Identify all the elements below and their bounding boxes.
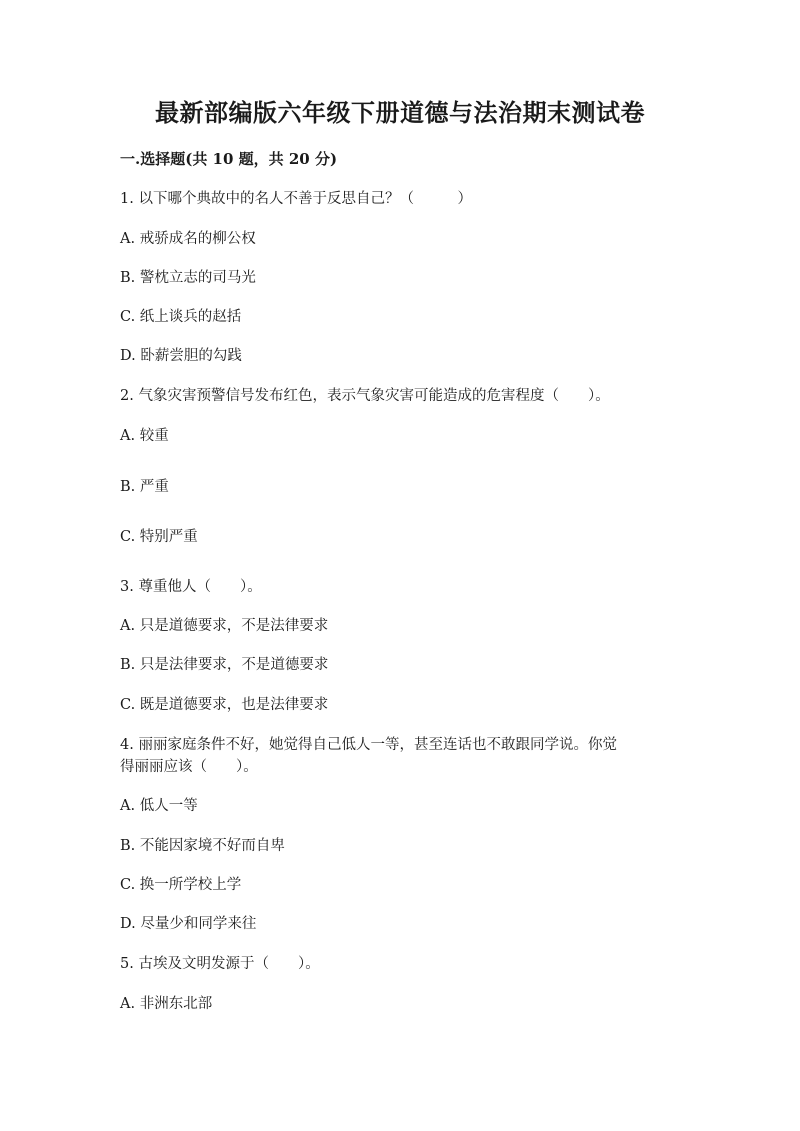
section-heading: 一.选择题(共 10 题，共 20 分): [120, 150, 338, 168]
question-1-stem: 1. 以下哪个典故中的名人不善于反思自己？（ ）: [120, 191, 472, 207]
question-2-option-c: C. 特别严重: [120, 529, 198, 545]
question-4-stem-line-1: 4. 丽丽家庭条件不好，她觉得自己低人一等，甚至连话也不敢跟同学说。你觉: [120, 737, 617, 753]
question-2-option-a: A. 较重: [120, 428, 169, 444]
question-1-option-a: A. 戒骄成名的柳公权: [120, 231, 256, 247]
question-4-option-d: D. 尽量少和同学来往: [120, 916, 257, 932]
question-3-option-a: A. 只是道德要求，不是法律要求: [120, 618, 329, 634]
question-3-option-c: C. 既是道德要求，也是法律要求: [120, 697, 329, 713]
question-1-option-d: D. 卧薪尝胆的勾践: [120, 348, 242, 364]
page-title: 最新部编版六年级下册道德与法治期末测试卷: [155, 98, 645, 127]
question-1-option-b: B. 警枕立志的司马光: [120, 270, 256, 286]
question-2-option-b: B. 严重: [120, 479, 169, 495]
question-3-stem: 3. 尊重他人（ ）。: [120, 579, 262, 595]
question-2-stem: 2. 气象灾害预警信号发布红色，表示气象灾害可能造成的危害程度（ ）。: [120, 388, 610, 404]
question-5-stem: 5. 古埃及文明发源于（ ）。: [120, 956, 320, 972]
question-5-option-a: A. 非洲东北部: [120, 996, 213, 1012]
question-4-option-a: A. 低人一等: [120, 798, 198, 814]
question-1-option-c: C. 纸上谈兵的赵括: [120, 309, 242, 325]
question-4-option-c: C. 换一所学校上学: [120, 877, 242, 893]
question-4-option-b: B. 不能因家境不好而自卑: [120, 838, 285, 854]
question-3-option-b: B. 只是法律要求，不是道德要求: [120, 657, 329, 673]
question-4-stem-line-2: 得丽丽应该（ ）。: [120, 759, 258, 775]
